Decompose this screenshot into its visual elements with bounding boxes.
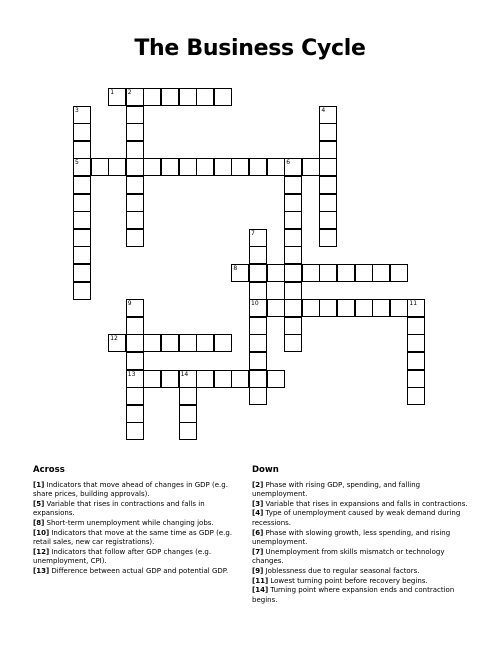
grid-cell[interactable] [126,141,144,159]
grid-cell[interactable] [319,123,337,141]
grid-cell[interactable] [214,88,232,106]
grid-cell[interactable] [143,88,161,106]
grid-cell[interactable] [390,299,408,317]
clue-text: Phase with rising GDP, spending, and falling unemployment. [252,480,421,499]
grid-cell[interactable] [179,334,197,352]
grid-cell[interactable] [284,194,302,212]
clue-text: Indicators that follow after GDP changes (e.g. unemployment, CPI). [33,547,212,566]
clue-number: 4 [321,106,326,114]
grid-cell[interactable] [126,387,144,405]
grid-cell[interactable] [214,158,232,176]
grid-cell[interactable] [143,370,161,388]
clue-text: Indicators that move at the same time as GDP (e.g. retail sales, new car registrations). [33,528,233,547]
clue-text: Indicators that move ahead of changes in GDP (e.g. share prices, building approvals). [33,480,228,499]
grid-cell[interactable] [337,264,355,282]
grid-cell[interactable] [73,282,91,300]
down-clues [252,466,472,605]
grid-cell[interactable] [337,299,355,317]
grid-cell[interactable] [284,229,302,247]
clue-ref: [11] [252,576,269,585]
grid-cell[interactable] [179,422,197,440]
grid-cell[interactable] [231,158,249,176]
clue-ref: [12] [33,547,50,556]
clue-number: 14 [180,370,189,378]
clue-ref: [13] [33,566,50,575]
clue-number: 11 [409,300,418,308]
grid-cell[interactable] [267,158,285,176]
grid-cell[interactable] [91,158,109,176]
down-clue [252,509,472,528]
grid-cell[interactable] [126,123,144,141]
clue-ref: [2] [252,480,264,489]
grid-cell[interactable] [407,352,425,370]
across-heading: Across [33,465,65,475]
grid-cell[interactable] [143,334,161,352]
grid-cell[interactable] [161,88,179,106]
down-clue [252,500,472,510]
grid-cell[interactable] [319,194,337,212]
grid-cell[interactable] [249,370,267,388]
grid-cell[interactable] [372,299,390,317]
grid-cell[interactable] [267,264,285,282]
grid-cell[interactable] [214,370,232,388]
grid-cell[interactable] [407,370,425,388]
clue-text: Phase with slowing growth, less spending, and rising unemployment. [252,528,451,547]
clue-number: 3 [75,106,79,114]
grid-cell[interactable] [372,264,390,282]
clue-number: 1 [110,89,115,96]
grid-cell[interactable] [249,282,267,300]
clue-text: Short-term unemployment while changing jobs. [44,518,214,527]
grid-cell[interactable] [73,123,91,141]
grid-cell[interactable] [249,317,267,335]
grid-cell[interactable] [196,334,214,352]
grid-cell[interactable] [319,141,337,159]
grid-cell[interactable] [249,246,267,264]
clue-text: Unemployment from skills mismatch or technology changes. [252,547,445,566]
grid-cell[interactable] [126,194,144,212]
down-clue [252,481,472,500]
grid-cell[interactable] [126,176,144,194]
grid-cell[interactable] [126,158,144,176]
clue-number: 7 [251,229,255,237]
grid-cell[interactable] [126,317,144,335]
grid-cell[interactable] [284,299,302,317]
down-clue-list [252,481,472,606]
grid-cell[interactable] [407,317,425,335]
grid-cell[interactable] [267,299,285,317]
grid-cell[interactable] [319,229,337,247]
across-clue-list [33,481,248,577]
grid-cell[interactable] [319,264,337,282]
grid-cell[interactable] [73,246,91,264]
grid-cell[interactable] [179,88,197,106]
down-clue [252,567,472,577]
grid-cell[interactable] [355,264,373,282]
grid-cell[interactable] [319,176,337,194]
grid-cell[interactable] [302,158,320,176]
clue-number: 10 [251,300,259,308]
grid-cell[interactable] [126,352,144,370]
across-clue [33,481,248,500]
clue-ref: [10] [33,528,50,537]
grid-cell[interactable] [407,334,425,352]
grid-cell[interactable] [161,370,179,388]
clue-number: 2 [127,89,132,96]
grid-cell[interactable] [161,158,179,176]
grid-cell[interactable] [179,405,197,423]
grid-cell[interactable] [284,246,302,264]
clue-text: Variable that rises in contractions and falls in expansions. [33,499,205,518]
down-clue [252,577,472,587]
clue-text: Lowest turning point before recovery begins. [268,576,428,585]
across-clues [33,466,248,577]
grid-cell[interactable] [126,211,144,229]
grid-cell[interactable] [126,106,144,124]
grid-cell[interactable] [73,194,91,212]
grid-cell[interactable] [73,176,91,194]
grid-cell[interactable] [249,352,267,370]
clue-text: Difference between actual GDP and potential GDP. [49,566,229,575]
across-clue [33,548,248,567]
grid-cell[interactable] [319,158,337,176]
clue-text: Type of unemployment caused by weak demand during recessions. [252,509,461,527]
grid-cell[interactable] [319,211,337,229]
grid-cell[interactable] [249,264,267,282]
grid-cell[interactable] [179,387,197,405]
grid-cell[interactable] [249,387,267,405]
grid-cell[interactable] [126,334,144,352]
grid-cell[interactable] [267,370,285,388]
grid-cell[interactable] [196,370,214,388]
grid-cell[interactable] [302,264,320,282]
clue-ref: [14] [252,586,269,595]
grid-cell[interactable] [284,317,302,335]
clue-ref: [1] [33,480,45,489]
across-clue [33,519,248,529]
grid-cell[interactable] [284,176,302,194]
grid-cell[interactable] [214,334,232,352]
clue-text: Joblessness due to regular seasonal factors. [263,566,420,575]
down-clue [252,529,472,548]
clue-number: 6 [286,159,291,167]
grid-cell[interactable] [390,264,408,282]
grid-cell[interactable] [284,264,302,282]
grid-cell[interactable] [319,299,337,317]
across-clue [33,567,248,577]
grid-cell[interactable] [143,158,161,176]
grid-cell[interactable] [249,334,267,352]
grid-cell[interactable] [196,88,214,106]
grid-cell[interactable] [196,158,214,176]
clue-number: 5 [75,159,79,167]
grid-cell[interactable] [407,387,425,405]
clue-number: 8 [233,265,238,272]
clue-ref: [7] [252,547,264,556]
puzzle-title: The Business Cycle [134,36,366,61]
clue-text: Turning point where expansion ends and contraction begins. [252,586,455,604]
grid-cell[interactable] [284,211,302,229]
grid-cell[interactable] [284,334,302,352]
grid-cell[interactable] [126,229,144,247]
grid-cell[interactable] [126,422,144,440]
clue-ref: [6] [252,528,264,537]
clue-ref: [9] [252,566,264,575]
grid-cell[interactable] [249,158,267,176]
grid-cell[interactable] [355,299,373,317]
clue-number: 12 [110,335,118,343]
grid-cell[interactable] [302,299,320,317]
across-clue [33,500,248,519]
across-clue [33,529,248,548]
grid-cell[interactable] [231,370,249,388]
grid-cell[interactable] [73,264,91,282]
grid-cell[interactable] [284,282,302,300]
clue-ref: [4] [252,509,264,518]
grid-cell[interactable] [126,405,144,423]
grid-cell[interactable] [161,334,179,352]
down-heading: Down [252,465,279,475]
grid-cell[interactable] [73,229,91,247]
down-clue [252,586,472,605]
clue-text: Variable that rises in expansions and falls in contractions. [263,499,468,508]
clue-number: 13 [127,370,136,378]
clue-ref: [5] [33,499,45,508]
down-clue [252,548,472,567]
grid-cell[interactable] [108,158,126,176]
grid-cell[interactable] [179,158,197,176]
clue-ref: [8] [33,518,45,527]
clue-ref: [3] [252,499,264,508]
grid-cell[interactable] [73,211,91,229]
clue-number: 9 [127,300,132,308]
grid-cell[interactable] [73,141,91,159]
